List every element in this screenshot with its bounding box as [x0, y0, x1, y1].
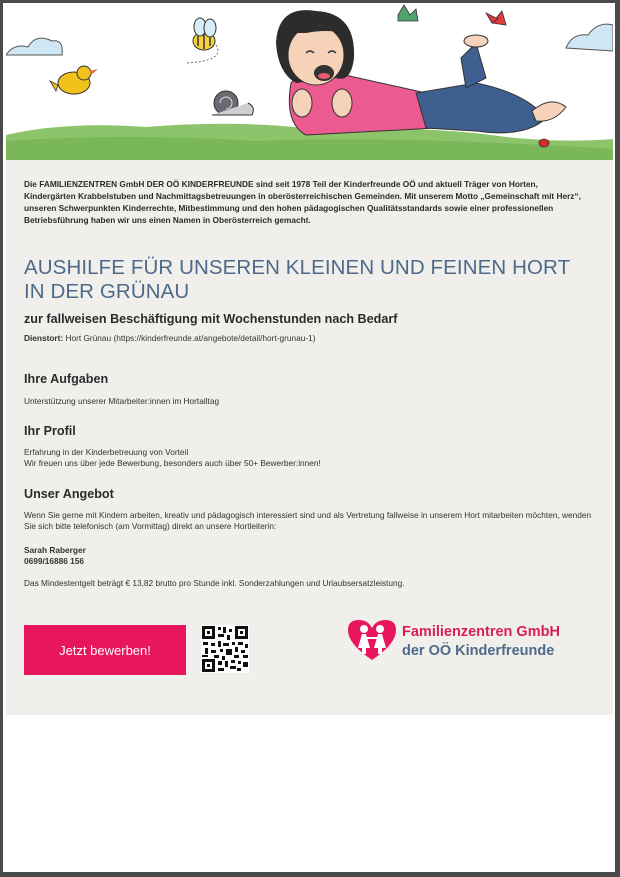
bee-icon	[186, 18, 218, 63]
bird-icon	[50, 66, 98, 94]
ladybug-icon	[539, 139, 549, 147]
tasks-heading: Ihre Aufgaben	[24, 372, 109, 386]
profile-heading: Ihr Profil	[24, 424, 76, 438]
company-name: Die FAMILIENZENTREN GmbH DER OÖ KINDERFREUNDE	[24, 179, 254, 189]
company-intro	[24, 178, 589, 226]
job-title: AUSHILFE FÜR UNSEREN KLEINEN UND FEINEN HORT IN DER GRÜNAU	[24, 256, 570, 303]
logo-text-line-2: der OÖ Kinderfreunde	[402, 643, 555, 659]
plant-icon	[398, 5, 418, 21]
logo-text-line-1: Familienzentren GmbH	[402, 624, 560, 640]
profile-line-1: Erfahrung in der Kinderbetreuung von Vorteil	[24, 447, 189, 457]
butterfly-icon	[486, 11, 506, 25]
cloud-left-icon	[6, 38, 62, 55]
offer-text: Wenn Sie gerne mit Kindern arbeiten, kreativ und pädagogisch interessiert sind und als Vertretung fallweise in unserem Hort mitarbeiten möchten, wenden Sie sich bitte telefonisch (am Vormittag) direkt an unsere Hortleiterin:	[24, 510, 592, 531]
contact-phone: 0699/16886 156	[24, 556, 84, 566]
offer-heading: Unser Angebot	[24, 487, 114, 501]
job-content-panel	[6, 160, 613, 715]
company-logo	[346, 618, 596, 662]
girl-on-grass-illustration	[6, 3, 613, 163]
apply-button[interactable]: Jetzt bewerben!	[24, 625, 186, 675]
salary-text: Das Mindestentgelt beträgt € 13,82 brutto pro Stunde inkl. Sonderzahlungen und Urlaubsersatzleistung.	[24, 578, 405, 588]
qr-code-icon[interactable]	[201, 625, 249, 673]
two-children-heart-icon	[346, 618, 398, 662]
location-label: Dienstort:	[24, 333, 64, 343]
cloud-right-icon	[566, 24, 613, 51]
girl-figure	[276, 10, 566, 135]
contact-name: Sarah Raberger	[24, 545, 86, 555]
tasks-text: Unterstützung unserer Mitarbeiter:innen im Hortalltag	[24, 396, 220, 406]
location-value: Hort Grünau (https://kinderfreunde.at/angebote/detail/hort-grunau-1)	[63, 333, 316, 343]
company-description: sind seit 1978 Teil der Kinderfreunde OÖ und aktuell Träger von Horten, Kindergärten Krabbelstuben und Nachmittagsbetreuungen in oberösterreichischen Gemeinden. Mit unserem Motto „Gemeinschaft mit Herz“, unseren Schwerpunkten Kinderrechte, Mitbestimmung und den hohen pädagogischen Qualitätsstandards sowie einer professionellen Betriebsführung haben wir uns einen Namen in Oberösterreich gemacht.	[24, 179, 581, 225]
job-location	[24, 333, 315, 343]
hero-illustration	[6, 3, 613, 163]
profile-line-2: Wir freuen uns über jede Bewerbung, besonders auch über 50+ Bewerber:innen!	[24, 458, 321, 468]
snail-icon	[212, 91, 253, 115]
job-subtitle: zur fallweisen Beschäftigung mit Wochenstunden nach Bedarf	[24, 312, 398, 326]
